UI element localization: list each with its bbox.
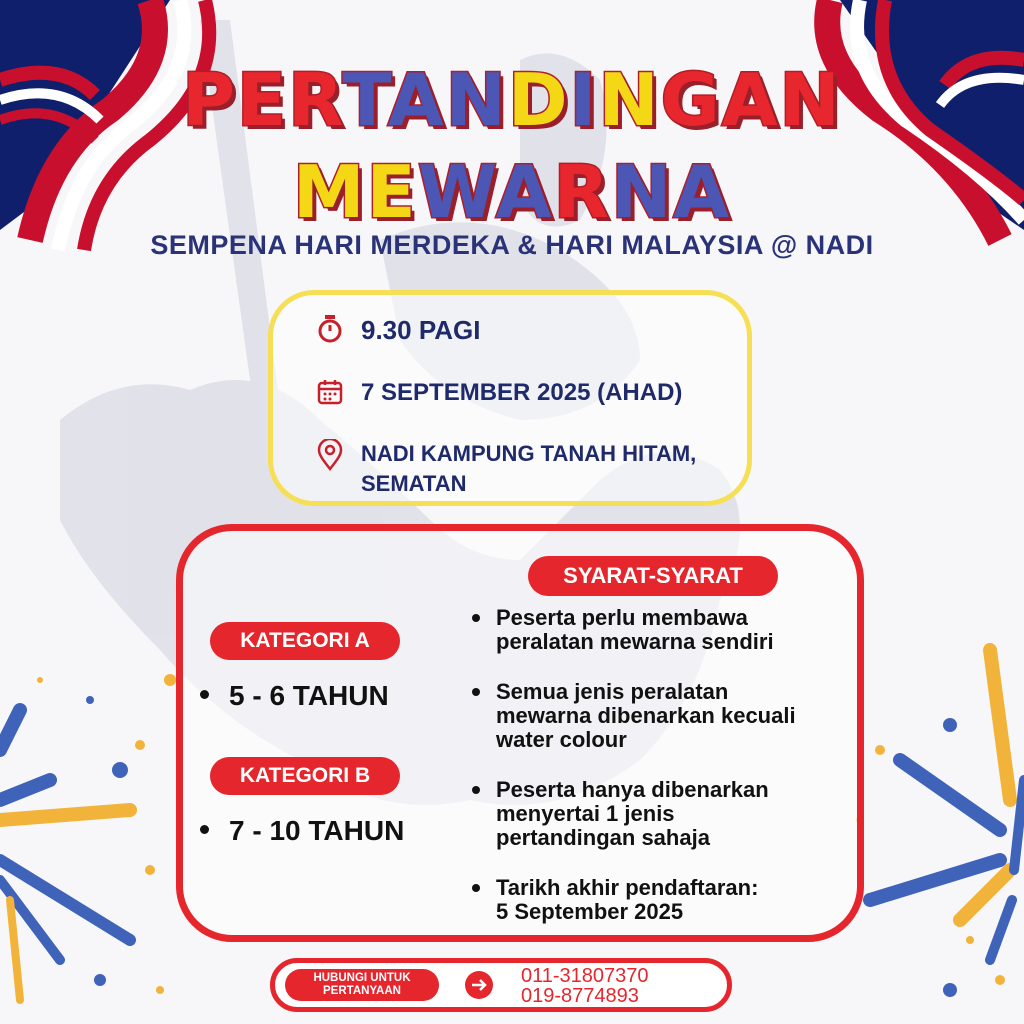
contact-label-line1: HUBUNGI UNTUK — [313, 972, 411, 984]
rule-2-line-1: Semua jenis peralatan — [496, 679, 729, 704]
rule-item-2 — [496, 680, 856, 752]
bullet — [472, 688, 480, 696]
title-segment: N — [598, 58, 661, 142]
fireworks-right — [856, 650, 1024, 997]
contact-box — [270, 958, 732, 1012]
title-segment: WA — [417, 150, 554, 234]
bullet — [200, 825, 209, 834]
category-a-age — [200, 680, 389, 712]
category-b-label: KATEGORI B — [210, 757, 400, 795]
title-segment: I — [569, 58, 599, 142]
rule-3-line-2: menyertai 1 jenis — [496, 801, 675, 826]
event-venue — [361, 439, 696, 499]
bullet — [200, 690, 209, 699]
contact-label — [285, 969, 439, 1001]
category-a-age-text: 5 - 6 TAHUN — [229, 680, 389, 711]
info-venue-row — [317, 439, 696, 499]
subtitle: SEMPENA HARI MERDEKA & HARI MALAYSIA @ NADI — [150, 230, 874, 260]
stopwatch-icon — [317, 315, 343, 343]
venue-line2: SEMATAN — [361, 471, 467, 496]
info-date-row — [317, 379, 682, 407]
rule-4-line-1: Tarikh akhir pendaftaran: — [496, 875, 759, 900]
contact-label-line2: PERTANYAAN — [323, 985, 401, 997]
title-segment: NA — [611, 150, 732, 234]
category-b-age — [200, 815, 404, 847]
rule-3-line-3: pertandingan sahaja — [496, 825, 710, 850]
title-segment: R — [553, 150, 612, 234]
rule-4-line-2: 5 September 2025 — [496, 899, 684, 924]
main-title-line1 — [0, 58, 1024, 142]
arrow-right-icon — [465, 971, 493, 999]
rule-2-line-2: mewarna dibenarkan kecuali — [496, 703, 796, 728]
title-segment: TAN — [342, 58, 508, 142]
category-b-age-text: 7 - 10 TAHUN — [229, 815, 405, 846]
info-time-row — [317, 315, 480, 345]
calendar-icon — [317, 379, 343, 405]
bullet — [472, 614, 480, 622]
fireworks-left — [0, 674, 176, 1000]
venue-line1: NADI KAMPUNG TANAH HITAM, — [361, 441, 697, 466]
category-a-label: KATEGORI A — [210, 622, 400, 660]
title-segment: PER — [182, 58, 343, 142]
event-date: 7 SEPTEMBER 2025 (AHAD) — [361, 379, 683, 406]
title-segment: ME — [292, 150, 418, 234]
rule-item-4 — [496, 876, 856, 924]
phone-number-1[interactable]: 011-31807370 — [521, 965, 649, 987]
rule-2-line-3: water colour — [496, 727, 627, 752]
main-title-line2 — [0, 150, 1024, 234]
rules-heading: SYARAT-SYARAT — [528, 556, 778, 596]
event-time: 9.30 PAGI — [361, 315, 481, 345]
event-info-box — [268, 290, 752, 506]
location-pin-icon — [317, 439, 343, 471]
rule-3-line-1: Peserta hanya dibenarkan — [496, 777, 769, 802]
bullet — [472, 884, 480, 892]
rule-item-3 — [496, 778, 856, 850]
bullet — [472, 786, 480, 794]
phone-number-2[interactable]: 019-8774893 — [521, 985, 639, 1007]
title-segment: D — [507, 58, 570, 142]
title-segment: GAN — [660, 58, 842, 142]
rule-1-line-1: Peserta perlu membawa — [496, 605, 748, 630]
rule-1-line-2: peralatan mewarna sendiri — [496, 629, 774, 654]
rule-item-1 — [496, 606, 856, 654]
